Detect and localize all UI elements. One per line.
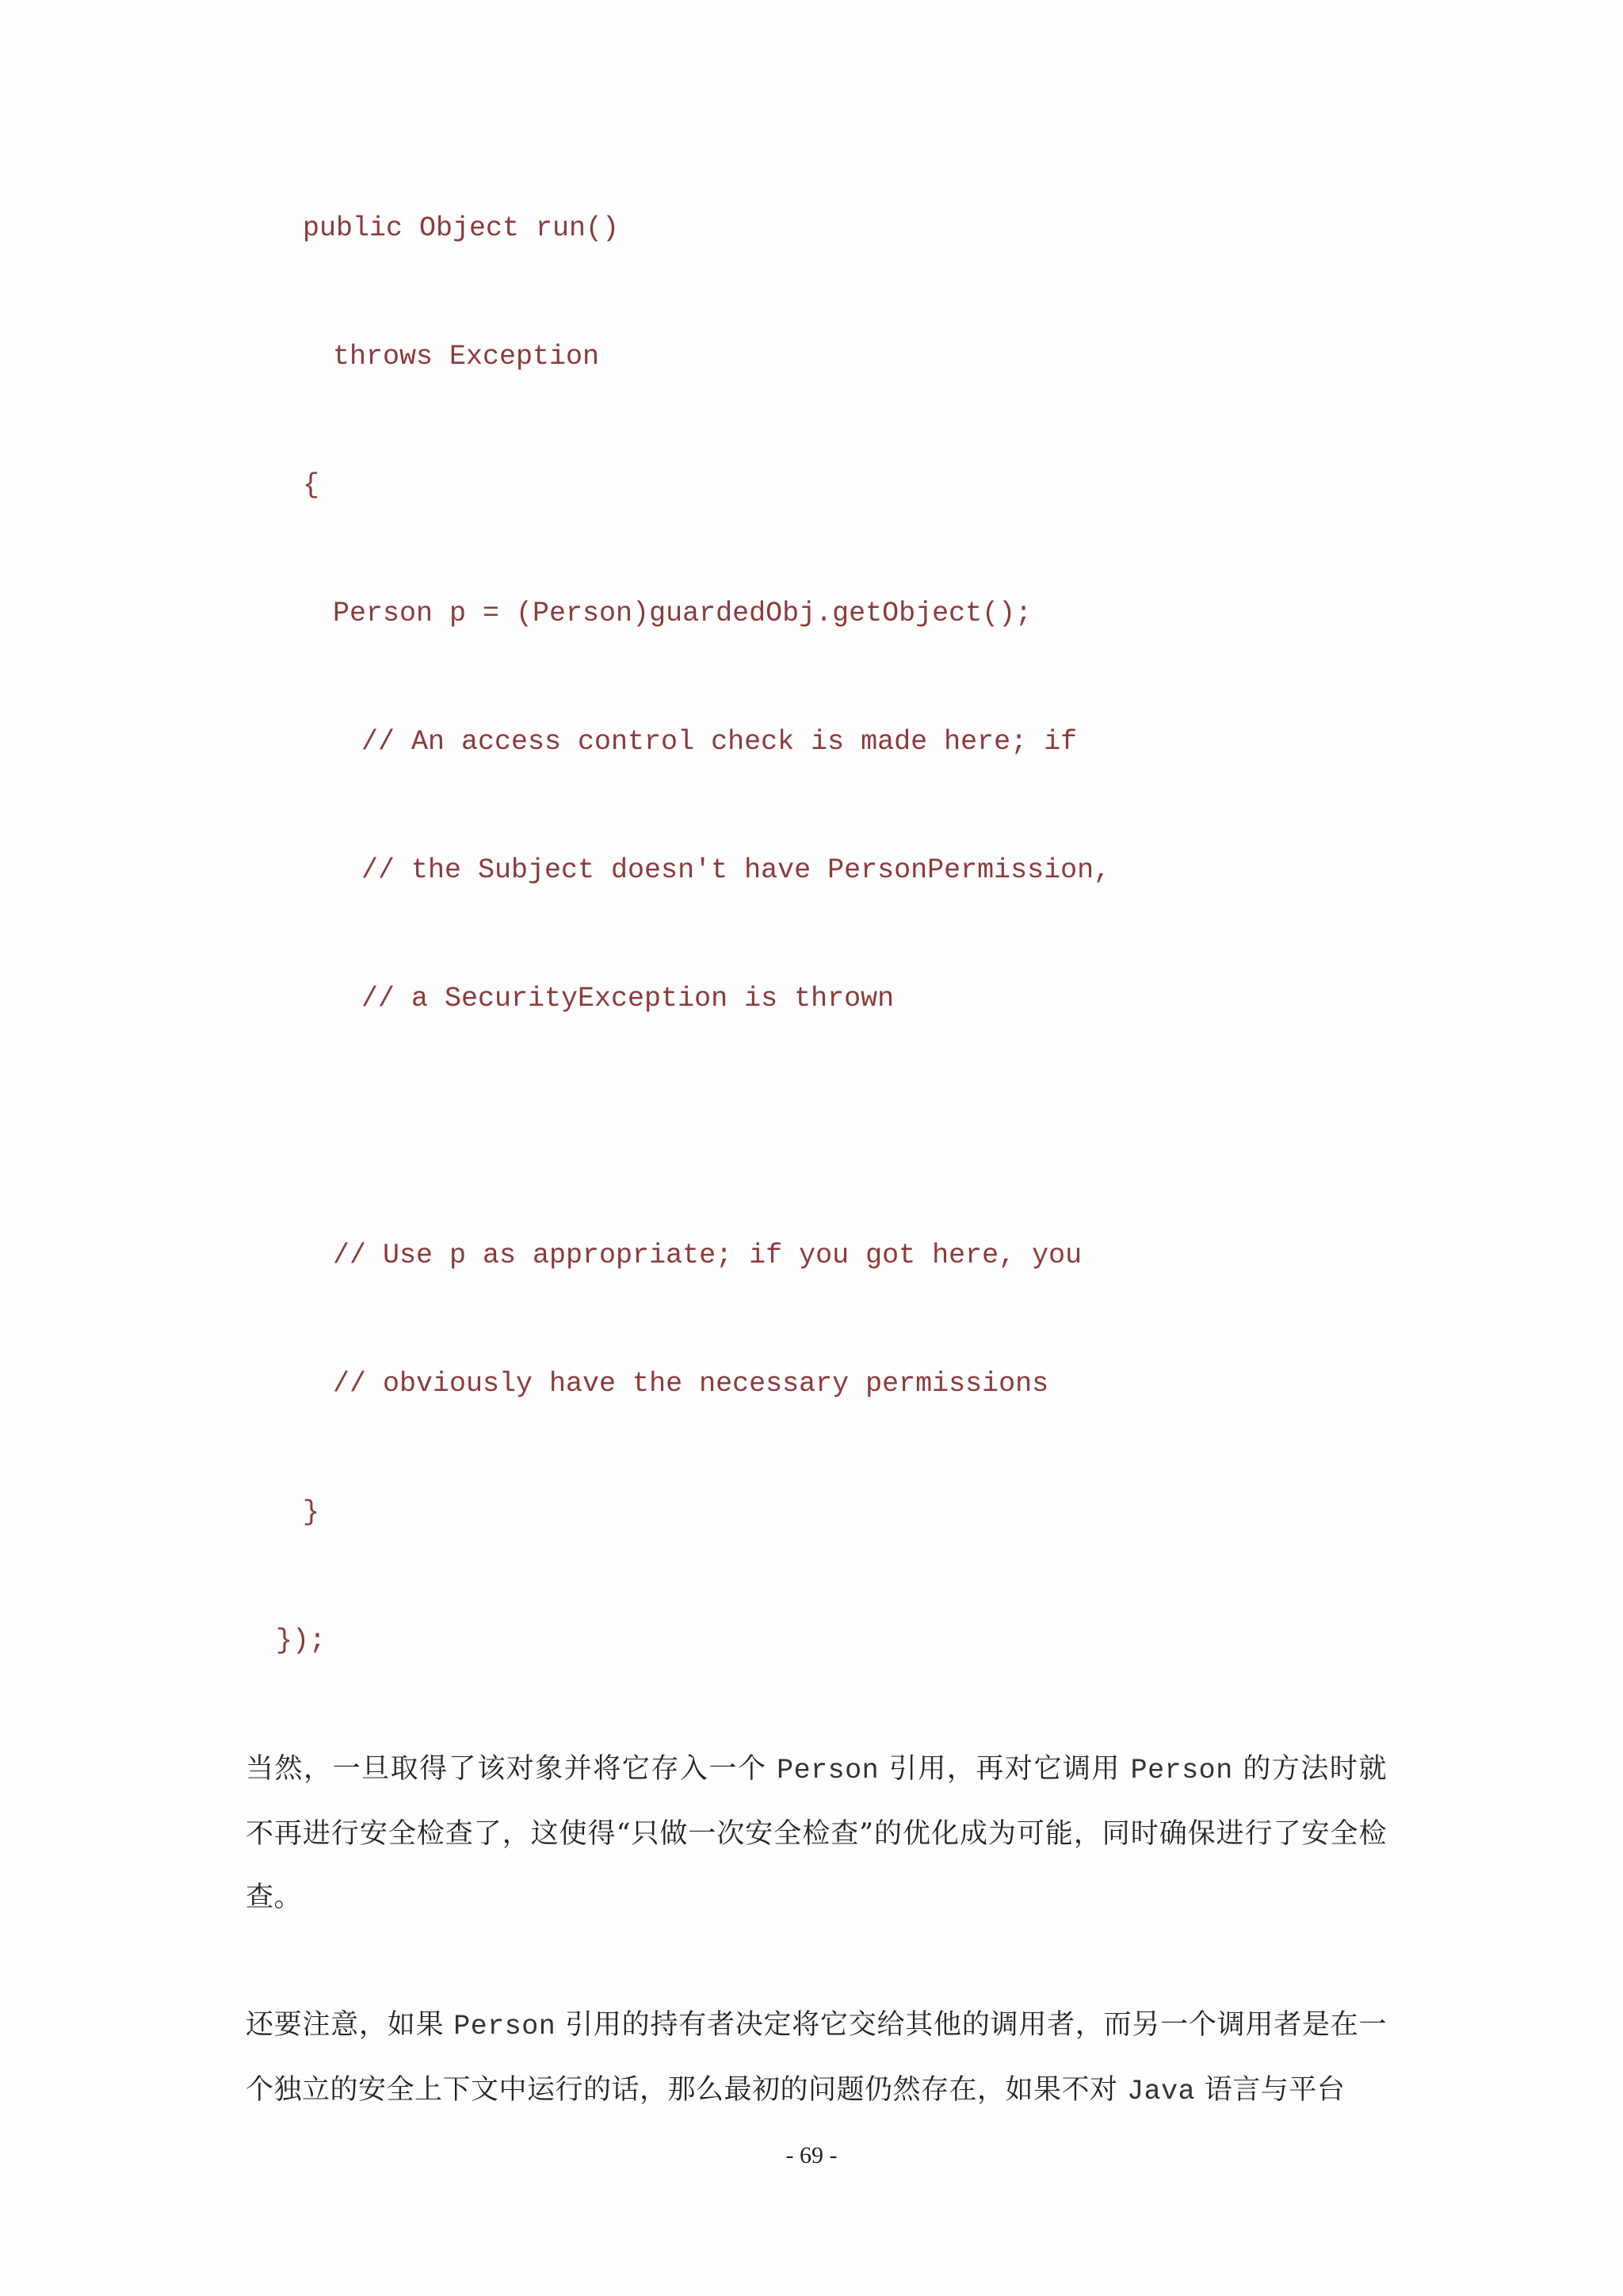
code-line: Person p = (Person)guardedObj.getObject(); — [333, 598, 1033, 629]
code-line: }); — [276, 1625, 327, 1656]
code-line: // a SecurityException is thrown — [361, 983, 895, 1014]
body-paragraph — [246, 1737, 1387, 1929]
code-line: } — [303, 1496, 320, 1528]
code-line: // Use p as appropriate; if you got here, you — [333, 1240, 1083, 1271]
code-line: throws Exception — [333, 341, 600, 372]
text-run: 当然，一旦取得了该对象并将它存入一个 — [246, 1753, 777, 1785]
text-run: 的方法时就不再进行安全检查了，这使得“只做一次安全检查”的优化成为可能，同时确保进行了安全检查。 — [246, 1753, 1387, 1913]
text-run: 引用，再对它调用 — [879, 1753, 1131, 1785]
text-run: 语言与平台 — [1195, 2074, 1346, 2106]
inline-code: Java — [1127, 2076, 1196, 2107]
code-line: { — [303, 469, 320, 501]
code-line: // An access control check is made here; if — [361, 726, 1078, 758]
code-line: // the Subject doesn't have PersonPermission, — [361, 854, 1111, 886]
inline-code: Person — [453, 2011, 556, 2042]
text-run: 还要注意，如果 — [246, 2009, 454, 2041]
inline-code: Person — [777, 1755, 880, 1786]
code-line: // obviously have the necessary permissions — [333, 1368, 1049, 1400]
page-number: - 69 - — [785, 2142, 838, 2168]
text-run: 引用的持有者决定将它交给其他的调用者，而另一个调用者是在一个独立的安全上下文中运行的话，那么最初的问题仍然存在，如果不对 — [246, 2009, 1387, 2106]
body-paragraph — [246, 1993, 1387, 2123]
inline-code: Person — [1130, 1755, 1233, 1786]
code-line: public Object run() — [303, 212, 620, 244]
